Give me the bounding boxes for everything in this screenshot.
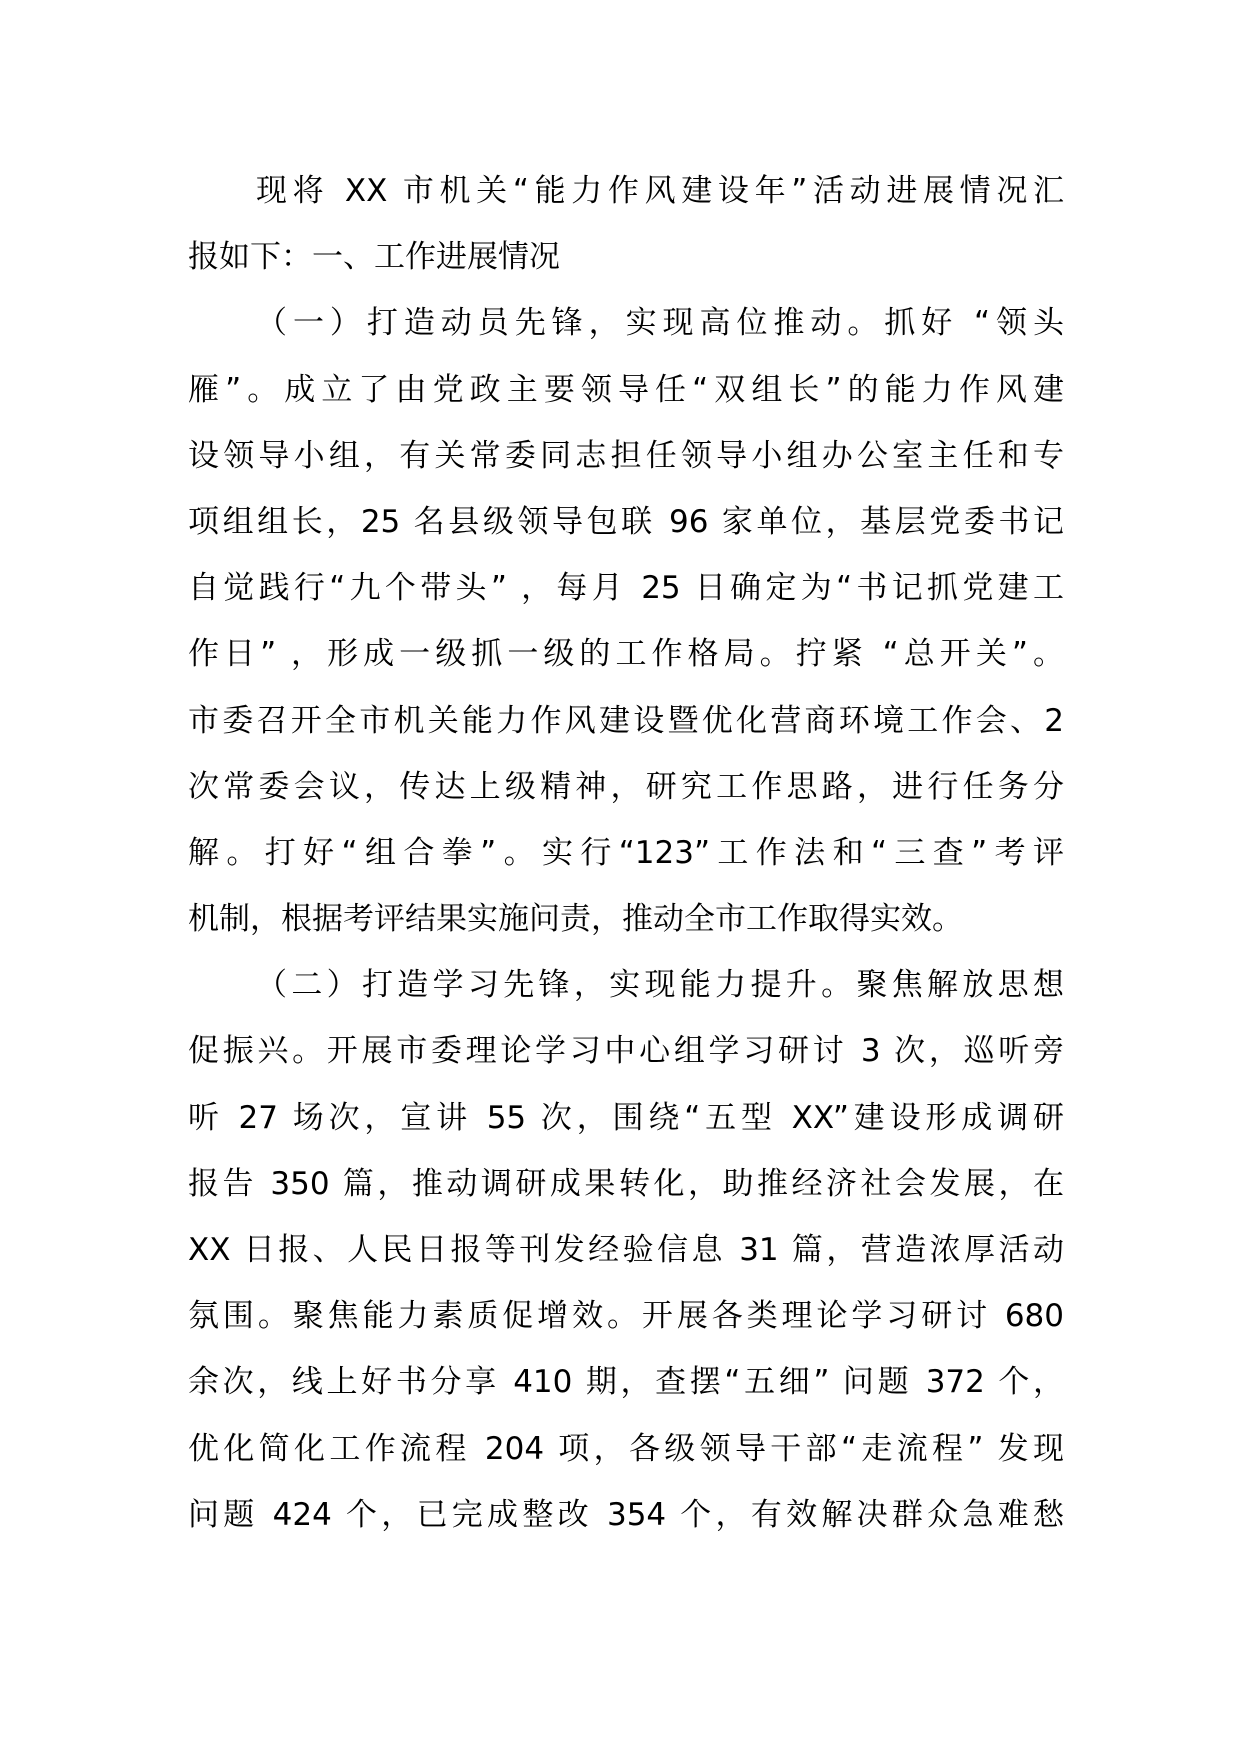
paragraph-line: 问题 424 个，已完成整改 354 个，有效解决群众急难愁	[188, 1496, 1064, 1533]
document-body	[188, 158, 1064, 1548]
paragraph-line: 机制，根据考评结果实施问责，推动全市工作取得实效。	[188, 901, 963, 938]
paragraph-line: 报如下：一、工作进展情况	[188, 239, 560, 276]
paragraph-line: （二）打造学习先锋，实现能力提升。聚焦解放思想	[256, 967, 1064, 1004]
paragraph-line: 现将 XX 市机关“能力作风建设年”活动进展情况汇	[256, 173, 1064, 209]
paragraph-line: 自觉践行“九个带头” ，每月 25 日确定为“书记抓党建工	[188, 570, 1064, 607]
paragraph-line: 氛围。聚焦能力素质促增效。开展各类理论学习研讨 680	[188, 1298, 1064, 1335]
paragraph-line: 促振兴。开展市委理论学习中心组学习研讨 3 次，巡听旁	[188, 1033, 1064, 1070]
paragraph-line: 解。打好“组合拳”。实行“123”工作法和“三查”考评	[188, 834, 1064, 871]
paragraph-line: 优化简化工作流程 204 项，各级领导干部“走流程” 发现	[188, 1430, 1064, 1467]
paragraph-line: 市委召开全市机关能力作风建设暨优化营商环境工作会、2	[188, 702, 1064, 739]
paragraph-line: 设领导小组，有关常委同志担任领导小组办公室主任和专	[188, 437, 1064, 474]
paragraph-line: 余次，线上好书分享 410 期，查摆“五细” 问题 372 个，	[188, 1364, 1064, 1401]
paragraph-line: 项组组长，25 名县级领导包联 96 家单位，基层党委书记	[188, 503, 1064, 540]
paragraph-line: 雁”。成立了由党政主要领导任“双组长”的能力作风建	[188, 371, 1064, 408]
paragraph-line: XX 日报、人民日报等刊发经验信息 31 篇，营造浓厚活动	[188, 1232, 1064, 1268]
paragraph-line: 听 27 场次，宣讲 55 次，围绕“五型 XX”建设形成调研	[188, 1099, 1064, 1136]
paragraph-line: （一）打造动员先锋，实现高位推动。抓好 “领头	[256, 305, 1064, 342]
paragraph-line: 报告 350 篇，推动调研成果转化，助推经济社会发展，在	[188, 1165, 1064, 1202]
paragraph-line: 次常委会议，传达上级精神，研究工作思路，进行任务分	[188, 768, 1064, 805]
paragraph-line: 作日” ，形成一级抓一级的工作格局。拧紧 “总开关”。	[188, 636, 1064, 673]
